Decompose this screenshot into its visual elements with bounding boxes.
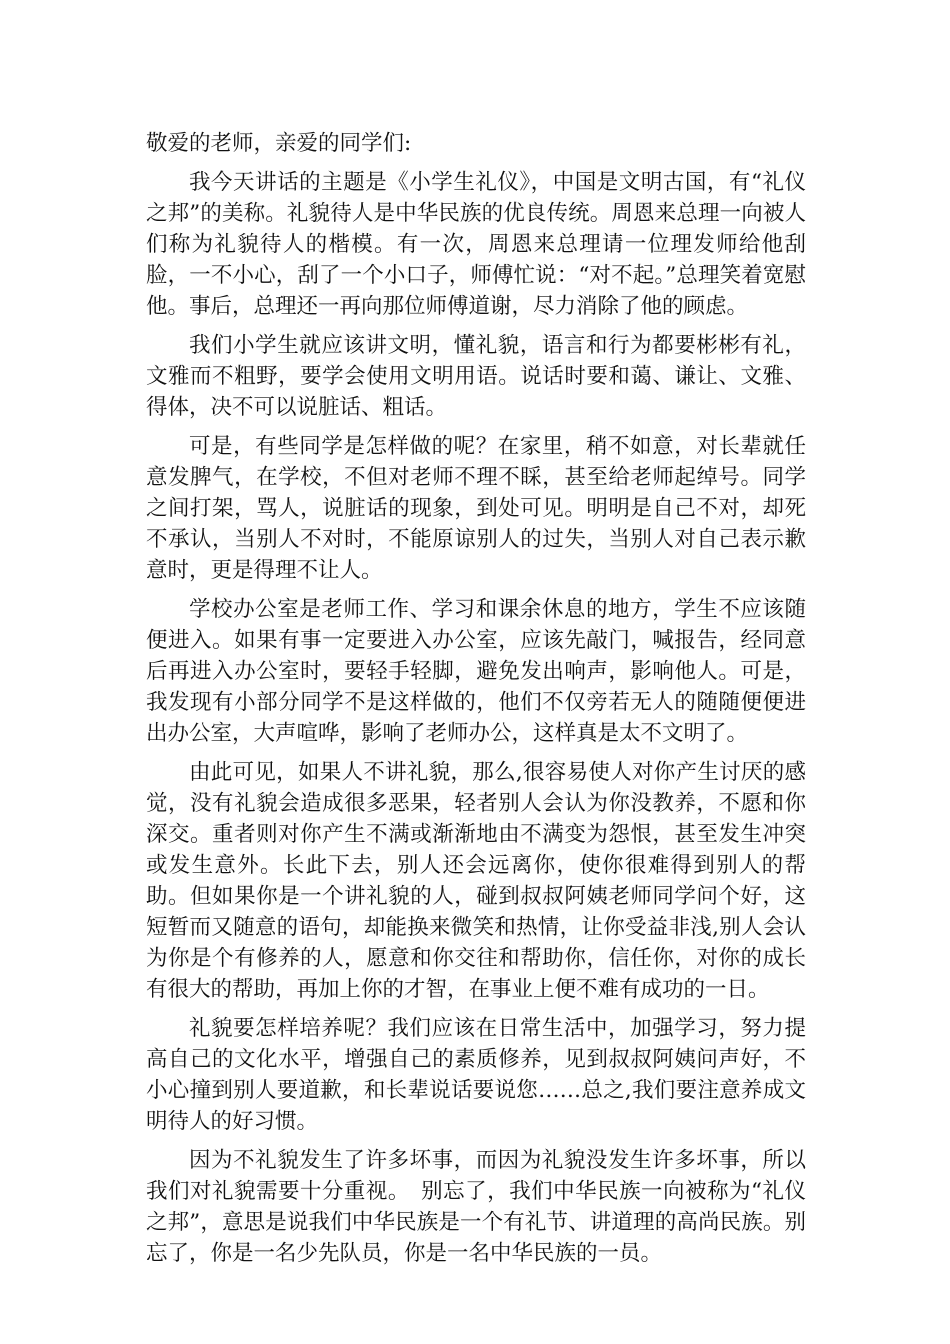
paragraph-3: 可是，有些同学是怎样做的呢？在家里，稍不如意，对长辈就任意发脾气，在学校，不但对老师不理不睬，甚至给老师起绰号。同学之间打架，骂人，说脏话的现象，到处可见。明明是自己不对，却死不承认，当别人不对时，不能原谅别人的过失，当别人对自己表示歉意时，更是得理不让人。 (146, 434, 806, 583)
paragraph-5: 由此可见，如果人不讲礼貌，那么,很容易使人对你产生讨厌的感觉，没有礼貌会造成很多恶果，轻者别人会认为你没教养，不愿和你深交。重者则对你产生不满或渐渐地由不满变为怨恨，甚至发生冲突或发生意外。长此下去，别人还会远离你，使你很难得到别人的帮助。但如果你是一个讲礼貌的人，碰到叔叔阿姨老师同学问个好，这短暂而又随意的语句，却能换来微笑和热情，让你受益非浅,别人会认为你是个有修养的人，愿意和你交往和帮助你，信任你，对你的成长有很大的帮助，再加上你的才智，在事业上便不难有成功的一日。 (146, 760, 806, 1002)
paragraph-6: 礼貌要怎样培养呢？我们应该在日常生活中，加强学习，努力提高自己的文化水平，增强自己的素质修养，见到叔叔阿姨问声好，不小心撞到别人要道歉，和长辈说话要说您……总之,我们要注意养成文明待人的好习惯。 (146, 1016, 806, 1134)
document-page (146, 128, 806, 1277)
paragraph-4: 学校办公室是老师工作、学习和课余休息的地方，学生不应该随便进入。如果有事一定要进入办公室，应该先敲门，喊报告，经同意后再进入办公室时，要轻手轻脚，避免发出响声，影响他人。可是，我发现有小部分同学不是这样做的，他们不仅旁若无人的随随便便进出办公室，大声喧哗，影响了老师办公，这样真是太不文明了。 (146, 597, 806, 746)
paragraph-1: 我今天讲话的主题是《小学生礼仪》，中国是文明古国，有“礼仪之邦”的美称。礼貌待人是中华民族的优良传统。周恩来总理一向被人们称为礼貌待人的楷模。有一次，周恩来总理请一位理发师给他刮脸，一不小心，刮了一个小口子，师傅忙说：“对不起。”总理笑着宽慰他。事后，总理还一再向那位师傅道谢，尽力消除了他的顾虑。 (146, 170, 806, 319)
salutation: 敬爱的老师，亲爱的同学们: (146, 131, 412, 156)
paragraph-7: 因为不礼貌发生了许多坏事，而因为礼貌没发生许多坏事，所以我们对礼貌需要十分重视。 别忘了，我们中华民族一向被称为“礼仪之邦”，意思是说我们中华民族是一个有礼节、讲道理的高尚民族。别忘了，你是一名少先队员，你是一名中华民族的一员。 (146, 1148, 806, 1266)
paragraph-2: 我们小学生就应该讲文明，懂礼貌，语言和行为都要彬彬有礼，文雅而不粗野，要学会使用文明用语。说话时要和蔼、谦让、文雅、得体，决不可以说脏话、粗话。 (146, 333, 806, 420)
